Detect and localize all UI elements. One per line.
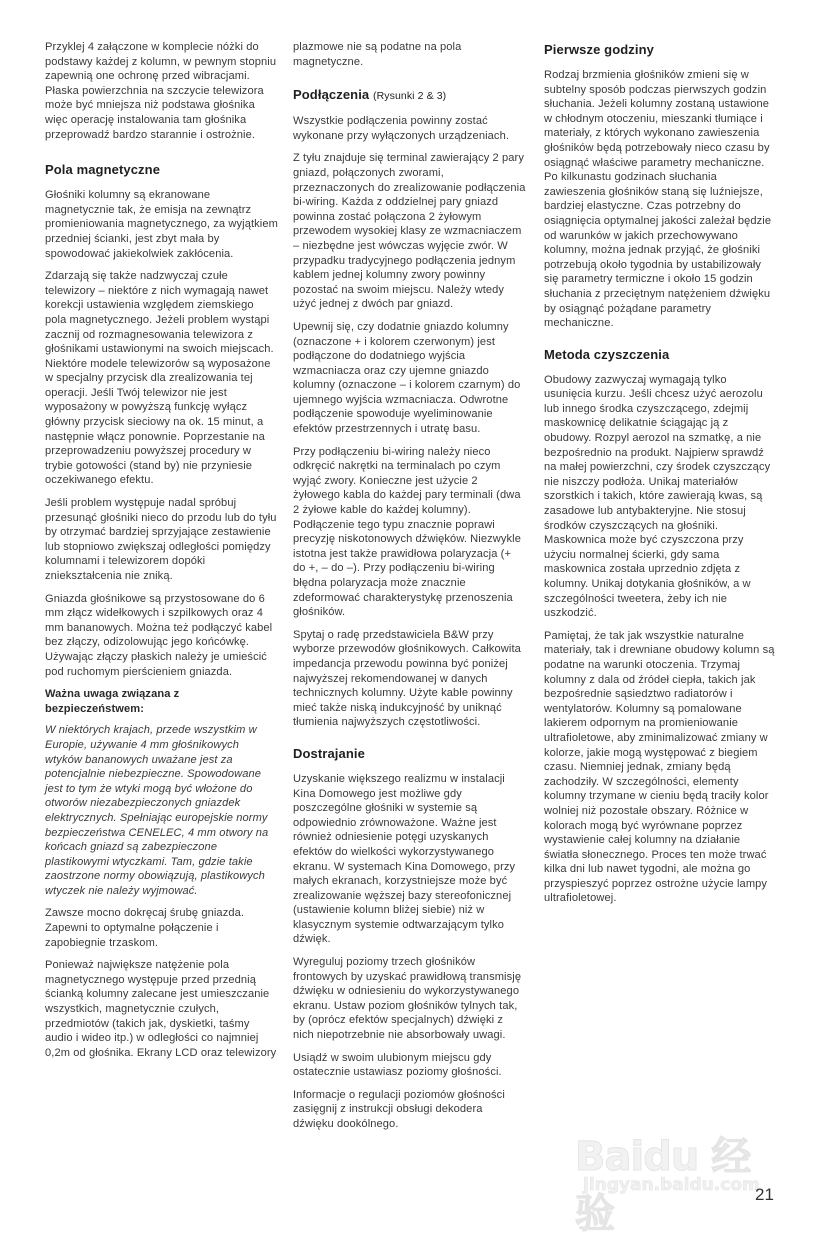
heading-cleaning: Metoda czyszczenia	[544, 346, 670, 362]
column-left	[45, 40, 278, 1068]
paragraph-cable-choice: Spytaj o radę przedstawiciela B&W przy wyborze przewodów głośnikowych. Całkowita impedancja przewodu powinna być poniżej najwyższej rekomendowanej w danych technicznych kolumny. Użyte kable powinny mieć także niską indukcyjność by uniknąć tłumienia najwyższych częstotliwości.	[293, 628, 521, 729]
paragraph-polarity: Upewnij się, czy dodatnie gniazdo kolumny (oznaczone + i kolorem czerwonym) jest podłączone do dodatniego wyjścia wzmacniacza oraz czy ujemne gniazdo kolumny (oznaczone – i kolorem czarnym) do ujemnego wyjścia wzmacniacza. Odwrotne podłączenie spowoduje wyeliminowanie efektów przestrzennych i utratę basu.	[293, 320, 521, 436]
paragraph-shielding: Głośniki kolumny są ekranowane magnetycznie tak, że emisja na zewnątrz promieniowania magnetycznego, za wyjątkiem przedniej ścianki, jest zbyt mała by spowodować jakiekolwiek zakłócenia.	[45, 189, 278, 260]
heading-connections-figures: (Rysunki 2 & 3)	[372, 90, 447, 103]
paragraph-terminals: Gniazda głośnikowe są przystosowane do 6 mm złącz widełkowych i szpilkowych oraz 4 mm bananowych. Można też podłączyć kabel bez złączy, odizolowując jego końcówkę. Używając złączy płaskich należy je umieścić pod ruchomym pierścieniem gniazda.	[45, 592, 273, 678]
heading-safety-note: Ważna uwaga związana z bezpieczeństwem:	[45, 688, 180, 715]
paragraph-bi-wiring-terminal: Z tyłu znajduje się terminal zawierający 2 pary gniazd, połączonych zworami, przeznaczonych do zrealizowanie podłączenia bi-wiring. Każda z oddzielnej pary gniazd powinna zostać połączona 2 żyłowym przewodem wysokiej klasy ze wzmacniaczem – niezbędne jest wówczas wyjęcie zwór. W przypadku tradycyjnego podłączenia jednym kablem jednej kolumny zwory powinny pozostać na swoim miejscu. Należy wtedy użyć jednej z dwóch par gniazd.	[293, 152, 526, 311]
paragraph-listening-seat: Usiądź w swoim ulubionym miejscu gdy ostatecznie ustawiasz poziomy głośności.	[293, 1051, 502, 1079]
paragraph-power-off: Wszystkie podłączenia powinny zostać wykonane przy wyłączonych urządzeniach.	[293, 115, 510, 142]
paragraph-safety-warning: W niektórych krajach, przede wszystkim w Europie, używanie 4 mm głośnikowych wtyków bananowych uważane jest za potencjalnie niebezpieczne. Spowodowane jest to tym że wtyki mogą być włożone do otworów niezabezpieczonych gniazdek elektrycznych. Spełniając europejskie normy bezpieczeństwa CENELEC, 4 mm otwory na końcach gniazd są zabezpieczone plastikowymi wtyczkami. Tam, gdzie takie zaostrzone normy obowiązują, plastikowych wtyczek nie należy wyjmować.	[45, 724, 269, 897]
heading-connections: Podłączenia (Rysunki 2 & 3)	[293, 87, 447, 103]
watermark-logo: Baidu 经验	[575, 1134, 751, 1237]
paragraph-tighten-screw: Zawsze mocno dokręcaj śrubę gniazda. Zapewni to optymalne połączenie i zapobiegnie trzaskom.	[45, 907, 245, 949]
paragraph-break-in: Rodzaj brzmienia głośników zmieni się w subtelny sposób podczas pierwszych godzin słuchania. Jeżeli kolumny zostaną ustawione w chłodnym otoczeniu, mieszanki tłumiące i materiały, z których wykonano zawieszenia głośników będą potrzebowały nieco czasu by osiągnąć właściwe parametry mechaniczne. Po kilkunastu godzinach słuchania zawieszenia głośników staną się luźniejsze, bardziej elastyczne. Czas potrzebny do osiągnięcia optymalnej jakości zależał będzie od warunków w jakich przechowywano kolumny, można jednak przyjąć, że głośniki potrzebują około tygodnia by ustabilizowały się parametry termiczne i około 15 godzin słuchania z przeciętnym natężeniem dźwięku by osiągnąć pożądane parametry mechaniczne.	[544, 69, 772, 330]
heading-fine-tuning: Dostrajanie	[293, 745, 365, 761]
paragraph-sensitive-tv: Zdarzają się także nadzwyczaj czułe telewizory – niektóre z nich wymagają nawet korekcji ustawienia względem ziemskiego pola magnetycznego. Jeżeli problem wystąpi zacznij od rozmagnesowania telewizora z głośnikami ustawionymi na swoich miejscach. Niektóre modele telewizorów są wyposażone w specjalny przycisk dla zrealizowania tej operacji. Jeśli Twój telewizor nie jest wyposażony w powyższą funkcję wyłącz główny przycisk sieciowy na ok. 15 minut, a następnie włącz ponownie. Poprzestanie na przeprowadzeniu powyższej procedury w trybie gotowości (stand by) nie przyniesie oczekiwanego efektu.	[45, 270, 274, 487]
heading-magnetic-fields: Pola magnetyczne	[45, 162, 161, 178]
paragraph-plasma: plazmowe nie są podatne na pola magnetyczne.	[293, 41, 462, 68]
paragraph-problem-persists: Jeśli problem występuje nadal spróbuj przesunąć głośniki nieco do przodu lub do tyłu by otrzymać bardziej sprzyjające zestawienie lub stopniowo zwiększaj odległości pomiędzy kolumnami i telewizorem dopóki zniekształcenia nie zniką.	[45, 497, 277, 582]
paragraph-bi-wiring-setup: Przy podłączeniu bi-wiring należy nieco odkręcić nakrętki na terminalach po czym wyjąć zwory. Konieczne jest użycie 2 żyłowego kabla do każdej pary terminali (dwa 2 żyłowe kable do każdej kolumny). Podłączenie tego typu znacznie poprawi precyzję niskotonowych dźwięków. Niezwykle istotna jest także prawidłowa polaryzacja (+ do +, – do –). Przy podłączeniu bi-wiring błędna polaryzacja może znacznie zdeformować charakterystykę przenoszenia głośników.	[293, 445, 522, 619]
page-number: 21	[755, 1185, 774, 1204]
paragraph-home-cinema: Uzyskanie większego realizmu w instalacji Kina Domowego jest możliwe gdy poszczególne głośniki w systemie są odpowiednio zrównoważone. Ważne jest również odniesienie potęgi uzyskanych efektów do wielkości wykorzystywanego ekranu. W systemach Kina Domowego, przy małych ekranach, korzystniejsze może być zrealizowanie węższej bazy stereofonicznej (ustawienie kolumn bliżej siebie) niż w klasycznym systemie odtwarzającym tylko dźwięk.	[293, 772, 516, 946]
paragraph-decoder-manual: Informacje o regulacji poziomów głośności zasięgnij z instrukcji obsługi dekodera dźwięku dookólnego.	[293, 1088, 505, 1130]
column-middle	[293, 40, 526, 1140]
paragraph-levels: Wyreguluj poziomy trzech głośników frontowych by uzyskać prawidłową transmisję dźwięku w odniesieniu do wykorzystywanego ekranu. Ustaw poziom głośników tylnych tak, by (oprócz efektów specjalnych) dźwięki z nich niepotrzebnie nie absorbowały uwagi.	[293, 956, 522, 1042]
column-right	[544, 40, 777, 914]
paragraph-cleaning: Obudowy zazwyczaj wymagają tylko usunięcia kurzu. Jeśli chcesz użyć aerozolu lub innego środka czyszczącego, zdejmij maskownicę delikatnie ściągając ją z obudowy. Rozpyl aerozol na szmatkę, a nie bezpośrednio na produkt. Najpierw sprawdź na małej powierzchni, czy środek czyszczący nie niszczy podłoża. Unikaj materiałów szorstkich i takich, które zawierają kwas, są zasadowe lub antybakteryjne. Nie stosuj środków czyszczących na głośniki. Maskownica może być czyszczona przy użyciu normalnej ścierki, gdy sama maskownica została uprzednio zdjęta z kolumny. Unikaj dotykania głośników, a w szczególności tweetera, żeby ich nie uszkodzić.	[544, 373, 771, 620]
paragraph-magnetic-objects: Ponieważ największe natężenie pola magnetycznego występuje przed przednią ścianką kolumny zalecane jest umieszczanie wszystkich, magnetycznie czułych, przedmiotów (takich jak, dyskietki, taśmy audio i wideo itp.) w odległości co najmniej 0,2m od głośnika. Ekrany LCD oraz telewizory	[45, 959, 277, 1059]
watermark	[575, 1125, 775, 1237]
heading-first-hours: Pierwsze godziny	[544, 42, 654, 57]
watermark-url: jingyan.baidu.com	[583, 1175, 760, 1195]
paragraph-feet: Przyklej 4 załączone w komplecie nóżki do podstawy każdej z kolumn, w pewnym stopniu zapewnią one ochronę przed wibracjami. Płaska powierzchnia na szczycie telewizora może być mniejsza niż podstawa głośnika więc operację instalowania tam głośnika przeprowadź bardzo starannie i ostrożnie.	[45, 41, 277, 141]
paragraph-wood-care: Pamiętaj, że tak jak wszystkie naturalne materiały, tak i drewniane obudowy kolumn są podatne na warunki otoczenia. Trzymaj kolumny z dala od źródeł ciepła, takich jak bezpośrednie sąsiedztwo radiatorów i wentylatorów. Kolumny są pomalowane lakierem odpornym na promieniowanie ultrafioletowe, aby zminimalizować zmiany w kolorze, jakie mogą występować z biegiem czasu. Niemniej jednak, zmiany będą zachodziły. W szczególności, elementy kolumny trzymane w cieniu będą traciły kolor wolniej niż pozostałe obszary. Różnice w kolorach mogą być wyrównane poprzez wystawienie całej kolumny na działanie światła słonecznego. Proces ten może trwać kilka dni lub nawet tygodni, ale można go przyspieszyć poprzez ostrożne użycie lampy ultrafioletowej.	[544, 629, 775, 905]
